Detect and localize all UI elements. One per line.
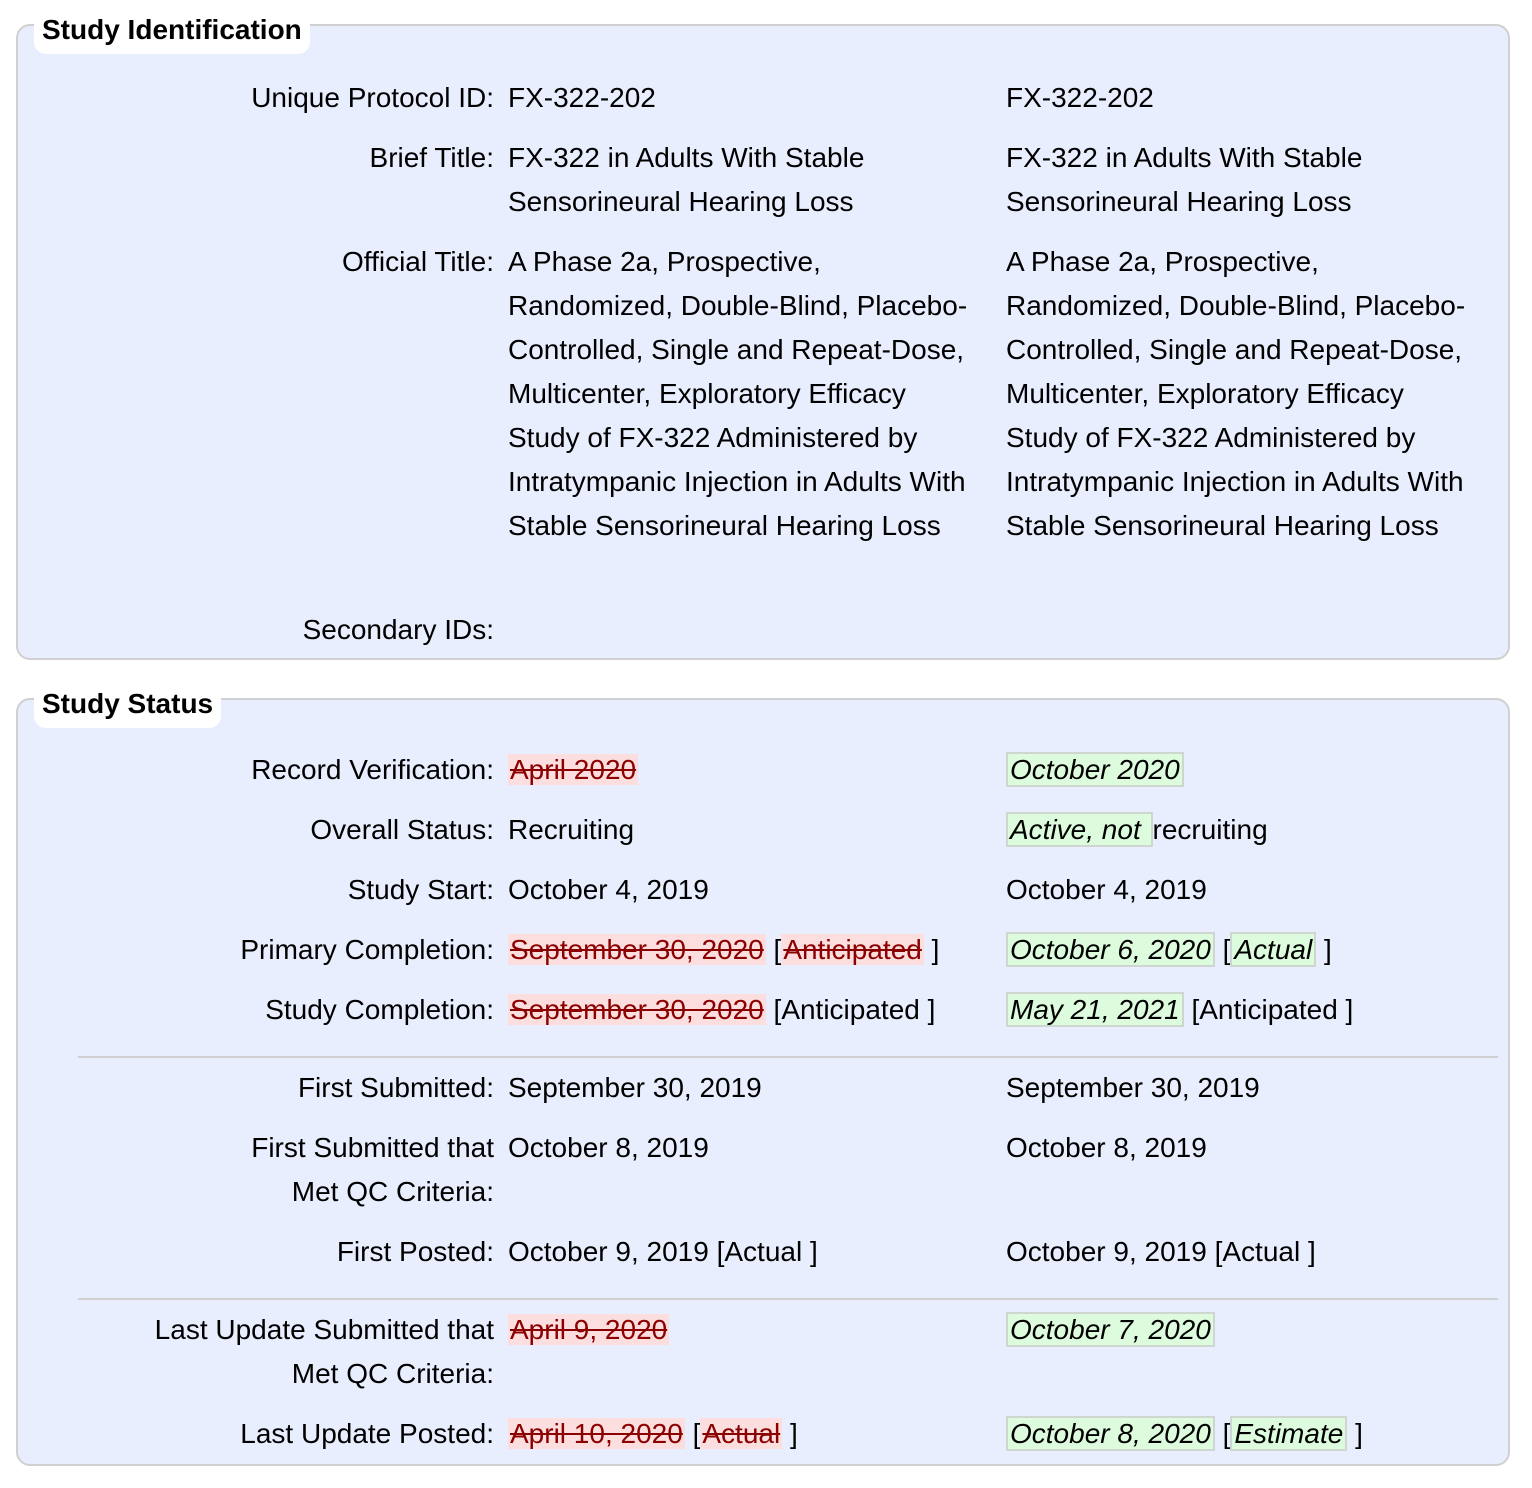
old-value: October 4, 2019 — [508, 874, 709, 905]
field-label: Secondary IDs: — [302, 614, 494, 645]
deleted-value: September 30, 2020 — [510, 934, 764, 965]
old-value: October 8, 2019 — [508, 1132, 709, 1163]
deleted-value: April 10, 2020 — [510, 1418, 683, 1449]
field-label: Official Title: — [342, 246, 494, 277]
inserted-value: October 2020 — [1006, 752, 1184, 787]
inserted-value: October 6, 2020 — [1006, 932, 1215, 967]
new-value: September 30, 2019 — [1006, 1072, 1260, 1103]
inserted-value: October 7, 2020 — [1006, 1312, 1215, 1347]
old-value: Recruiting — [508, 814, 635, 845]
old-value: A Phase 2a, Prospective, Randomized, Double-Blind, Placebo-Controlled, Single and Repeat-Dose, Multicenter, Exploratory Efficacy Study of FX-322 Administered by Intratympanic Injection in Adults With Stable Sensorineural Hearing Loss — [508, 246, 968, 541]
section-title: Study Identification — [34, 10, 310, 54]
unchanged-value: Anticipated — [1199, 994, 1338, 1025]
field-label: Primary Completion: — [240, 934, 494, 965]
field-label: Last Update Posted: — [240, 1418, 494, 1449]
inserted-value: May 21, 2021 — [1006, 992, 1184, 1027]
new-value: A Phase 2a, Prospective, Randomized, Double-Blind, Placebo-Controlled, Single and Repeat-Dose, Multicenter, Exploratory Efficacy Study of FX-322 Administered by Intratympanic Injection in Adults With Stable Sensorineural Hearing Loss — [1006, 246, 1466, 541]
inserted-value: Actual — [1230, 932, 1316, 967]
divider — [78, 1298, 1498, 1300]
deleted-value: Anticipated — [783, 934, 922, 965]
inserted-value: Estimate — [1230, 1416, 1347, 1451]
old-value: September 30, 2019 — [508, 1072, 762, 1103]
field-label: First Submitted that — [251, 1132, 494, 1163]
old-value: FX-322 in Adults With Stable Sensorineural Hearing Loss — [508, 142, 865, 217]
field-label: Met QC Criteria: — [291, 1176, 494, 1207]
old-value: October 9, 2019 [Actual ] — [508, 1236, 818, 1267]
field-label: Met QC Criteria: — [291, 1358, 494, 1389]
field-label: Last Update Submitted that — [154, 1314, 494, 1345]
new-value: FX-322 in Adults With Stable Sensorineural Hearing Loss — [1006, 142, 1363, 217]
field-label: Unique Protocol ID: — [251, 82, 494, 113]
deleted-value: September 30, 2020 — [510, 994, 764, 1025]
unchanged-value: recruiting — [1152, 814, 1268, 845]
deleted-value: April 9, 2020 — [510, 1314, 668, 1345]
field-label: First Submitted: — [297, 1072, 494, 1103]
new-value: October 9, 2019 [Actual ] — [1006, 1236, 1316, 1267]
new-value: October 4, 2019 — [1006, 874, 1207, 905]
field-label: Study Start: — [347, 874, 494, 905]
divider — [78, 1056, 1498, 1058]
deleted-value: Actual — [702, 1418, 781, 1449]
old-value: FX-322-202 — [508, 82, 656, 113]
section-title: Study Status — [34, 684, 221, 728]
inserted-value: October 8, 2020 — [1006, 1416, 1215, 1451]
field-label: Record Verification: — [251, 754, 494, 785]
field-label: First Posted: — [336, 1236, 494, 1267]
new-value: FX-322-202 — [1006, 82, 1154, 113]
study-identification-section — [16, 14, 1510, 660]
deleted-value: April 2020 — [510, 754, 637, 785]
field-label: Overall Status: — [310, 814, 494, 845]
unchanged-value: Anticipated — [781, 994, 920, 1025]
field-label: Study Completion: — [265, 994, 494, 1025]
field-label: Brief Title: — [369, 142, 494, 173]
new-value: October 8, 2019 — [1006, 1132, 1207, 1163]
inserted-value: Active, not — [1006, 812, 1153, 847]
study-status-section: Study Status Record Verification: April 2020 October 2020 Overall Status: Recruiting Active, not recruiting Study Start: October 4, 2019 October 4, 2019 Primary Completion: September 30, 2020 [Anticipated ] October 6, 2020 [ Actual ] Study Completion: September 30, 2020 [Anticipated ] May 21, 2021 [Anticipated ] First Submitted: September 30, 2019 September 30, 2019 First Submitted that Met QC Criteria: October 8, 2019 October 8, 2019 First Posted: October 9, 2019 [Actual ] October 9, 2019 [Actual ] Last Update Submitted that Met QC Criteria: April 9, 2020 October 7, 2020 Last Update Posted: April 10, 2020 [Actual ] October 8, 2020 [ Estimate ] — [16, 698, 1510, 1466]
